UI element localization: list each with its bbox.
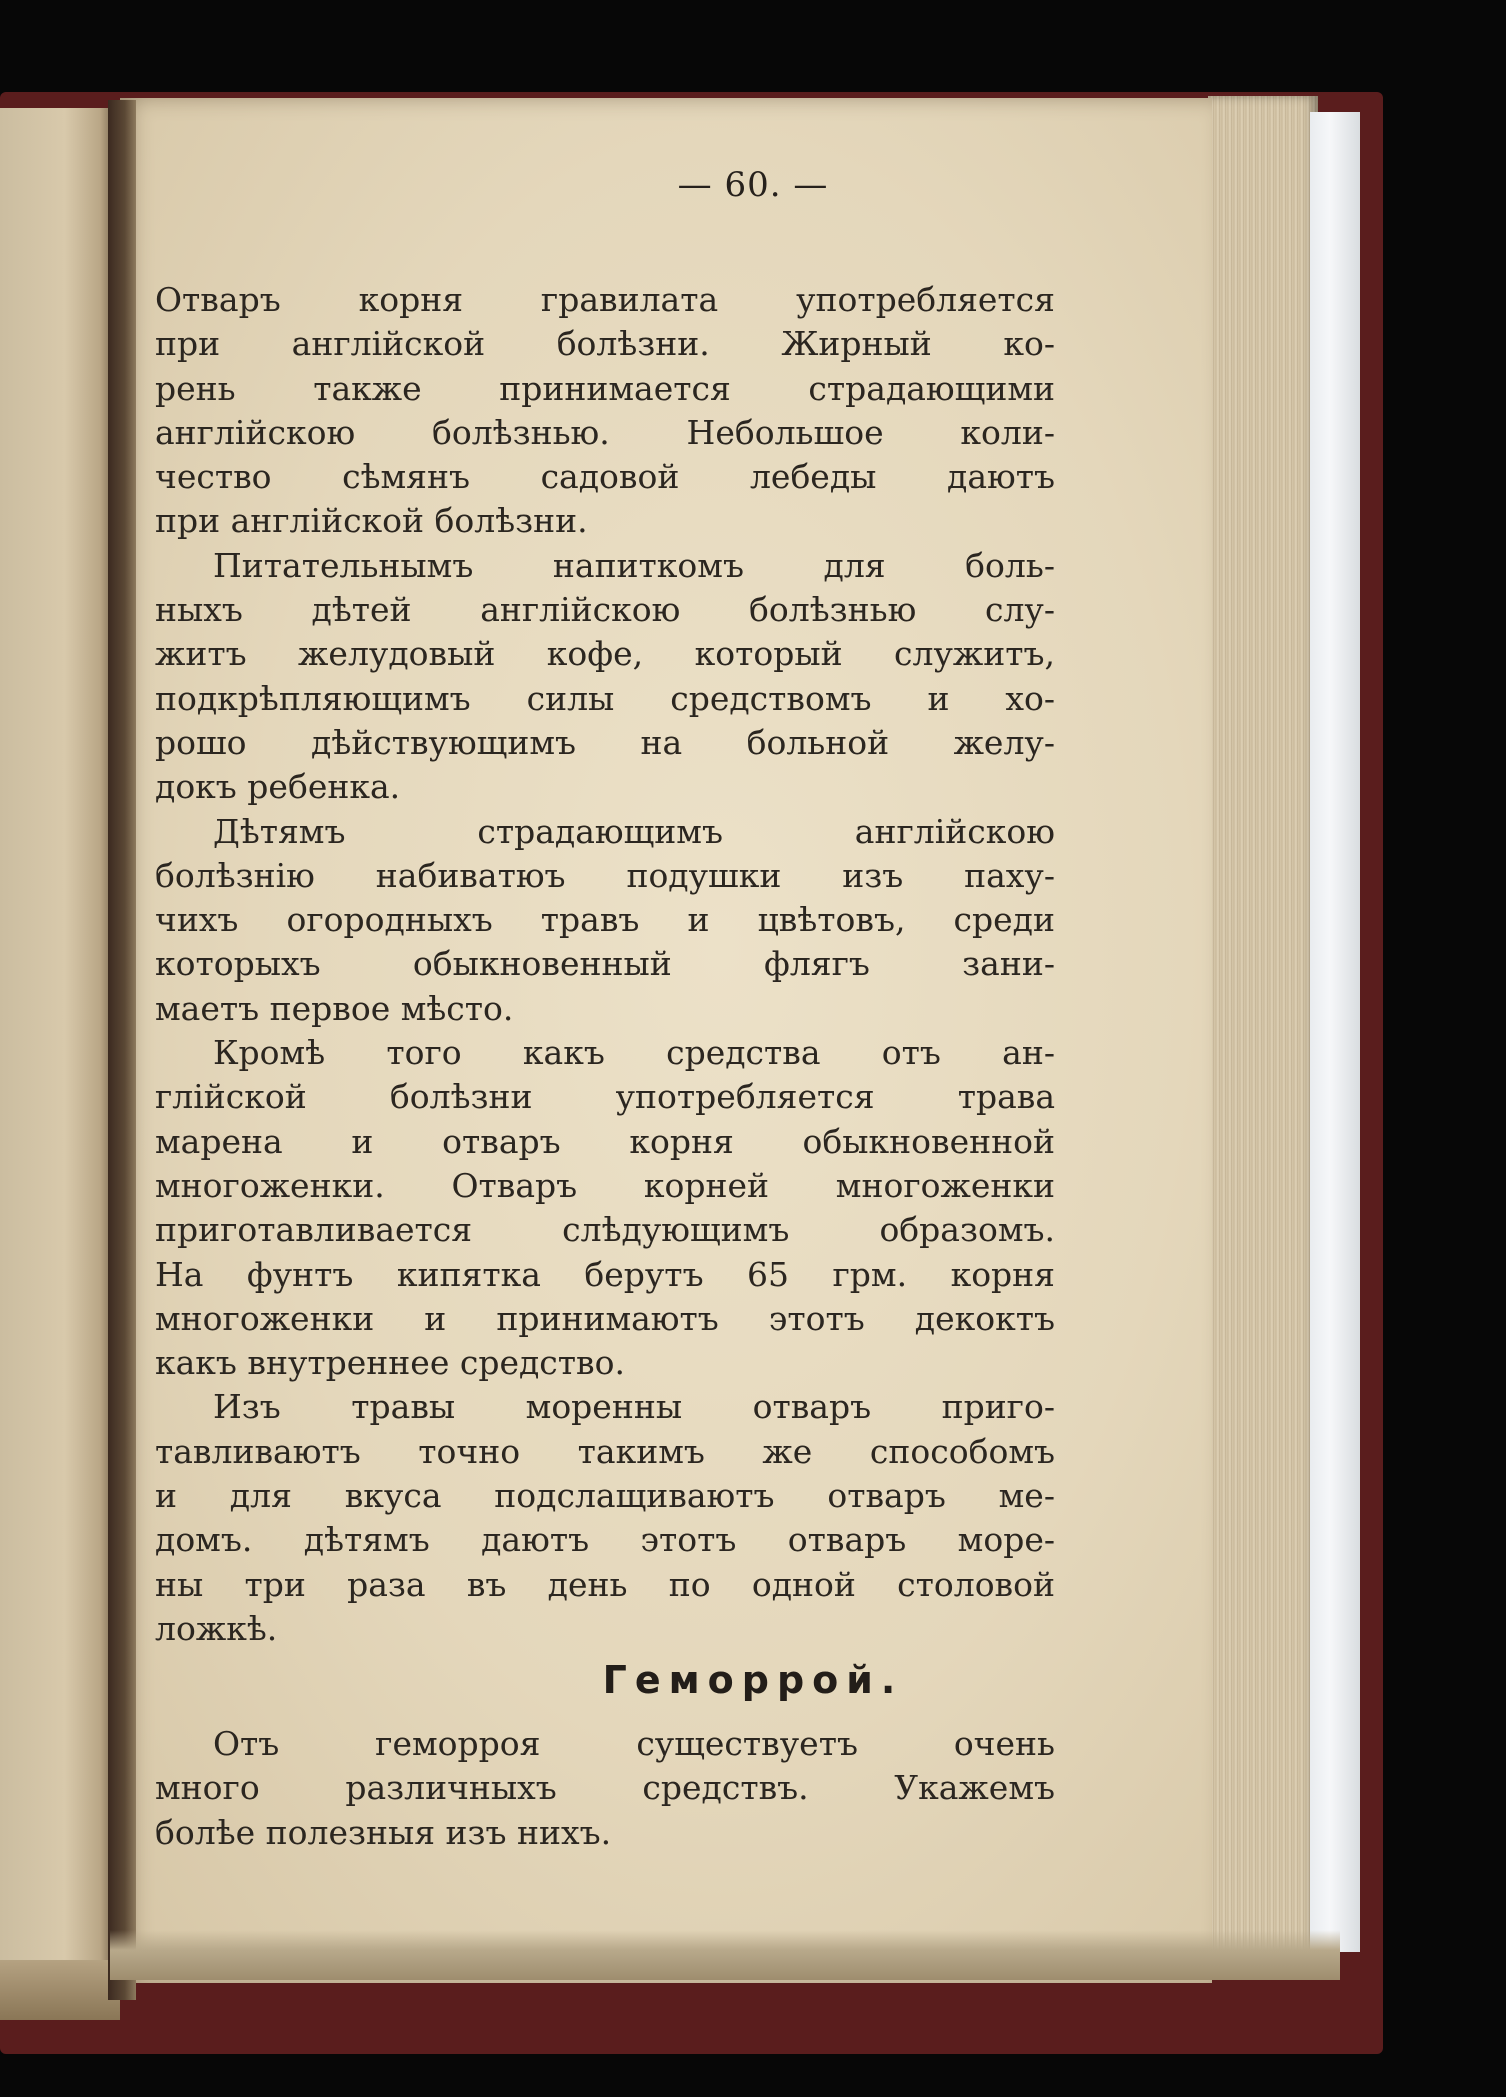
text-line: болѣзнію набиватюъ подушки изъ паху- xyxy=(155,855,1055,895)
text-line: подкрѣпляющимъ силы средствомъ и хо- xyxy=(155,678,1055,718)
page-bottom-edge xyxy=(110,1930,1340,1980)
text-line: Изъ травы моренны отваръ приго- xyxy=(213,1387,1055,1427)
text-line: ны три раза въ день по одной столовой xyxy=(155,1564,1055,1604)
text-line: чихъ огородныхъ травъ и цвѣтовъ, среди xyxy=(155,900,1055,940)
paragraph xyxy=(155,810,1055,1031)
text-line: Отваръ корня гравилата употребляется xyxy=(155,280,1055,319)
text-line: Кромѣ того какъ средства отъ ан- xyxy=(213,1033,1055,1073)
body-text xyxy=(155,278,1055,1651)
paragraph xyxy=(155,544,1055,810)
text-line: при англійской болѣзни. Жирный ко- xyxy=(155,324,1055,364)
text-line: и для вкуса подслащиваютъ отваръ ме- xyxy=(155,1476,1055,1516)
text-line: Дѣтямъ страдающимъ англійскою xyxy=(213,811,1055,851)
text-line: при англійской болѣзни. xyxy=(155,501,588,541)
text-line: домъ. дѣтямъ даютъ этотъ отваръ море- xyxy=(155,1520,1055,1560)
text-line: приготавливается слѣдующимъ образомъ. xyxy=(155,1210,1055,1250)
paragraph xyxy=(155,1385,1055,1651)
text-line: многоженки. Отваръ корней многоженки xyxy=(155,1165,1055,1205)
text-line: чество сѣмянъ садовой лебеды даютъ xyxy=(155,457,1055,497)
text-line: многоженки и принимаютъ этотъ декоктъ xyxy=(155,1298,1055,1338)
text-line: тавливаютъ точно такимъ же способомъ xyxy=(155,1431,1055,1471)
left-page-edge xyxy=(0,108,118,1988)
text-line: глійской болѣзни употребляется трава xyxy=(155,1077,1055,1117)
text-line: которыхъ обыкновенный флягъ зани- xyxy=(155,944,1055,984)
paragraph xyxy=(155,1031,1055,1385)
text-line: Отъ геморроя существуетъ очень xyxy=(213,1724,1055,1763)
text-line: На фунтъ кипятка берутъ 65 грм. корня xyxy=(155,1254,1055,1294)
section-text xyxy=(155,1722,1055,1855)
text-line: марена и отваръ корня обыкновенной xyxy=(155,1121,1055,1161)
text-line: рошо дѣйствующимъ на больной желу- xyxy=(155,722,1055,762)
text-line: житъ желудовый кофе, который служитъ, xyxy=(155,634,1055,674)
text-line: много различныхъ средствъ. Укажемъ xyxy=(155,1768,1055,1808)
text-line: болѣе полезныя изъ нихъ. xyxy=(155,1812,612,1852)
spine-shadow xyxy=(108,100,136,2000)
paragraph xyxy=(155,1722,1055,1855)
text-line: ныхъ дѣтей англійскою болѣзнью слу- xyxy=(155,590,1055,630)
section-heading: Геморрой. xyxy=(602,1658,904,1702)
left-page-bottom xyxy=(0,1960,120,2020)
text-line: рень также принимается страдающими xyxy=(155,368,1055,408)
text-line: англійскою болѣзнью. Небольшое коли- xyxy=(155,412,1055,452)
text-line: какъ внутреннее средство. xyxy=(155,1343,625,1383)
page-number: — 60. — xyxy=(677,165,829,205)
text-line: докъ ребенка. xyxy=(155,767,401,807)
text-line: маетъ первое мѣсто. xyxy=(155,988,514,1028)
text-line: Питательнымъ напиткомъ для боль- xyxy=(213,545,1055,585)
text-line: ложкѣ. xyxy=(155,1608,278,1648)
paragraph xyxy=(155,278,1055,544)
